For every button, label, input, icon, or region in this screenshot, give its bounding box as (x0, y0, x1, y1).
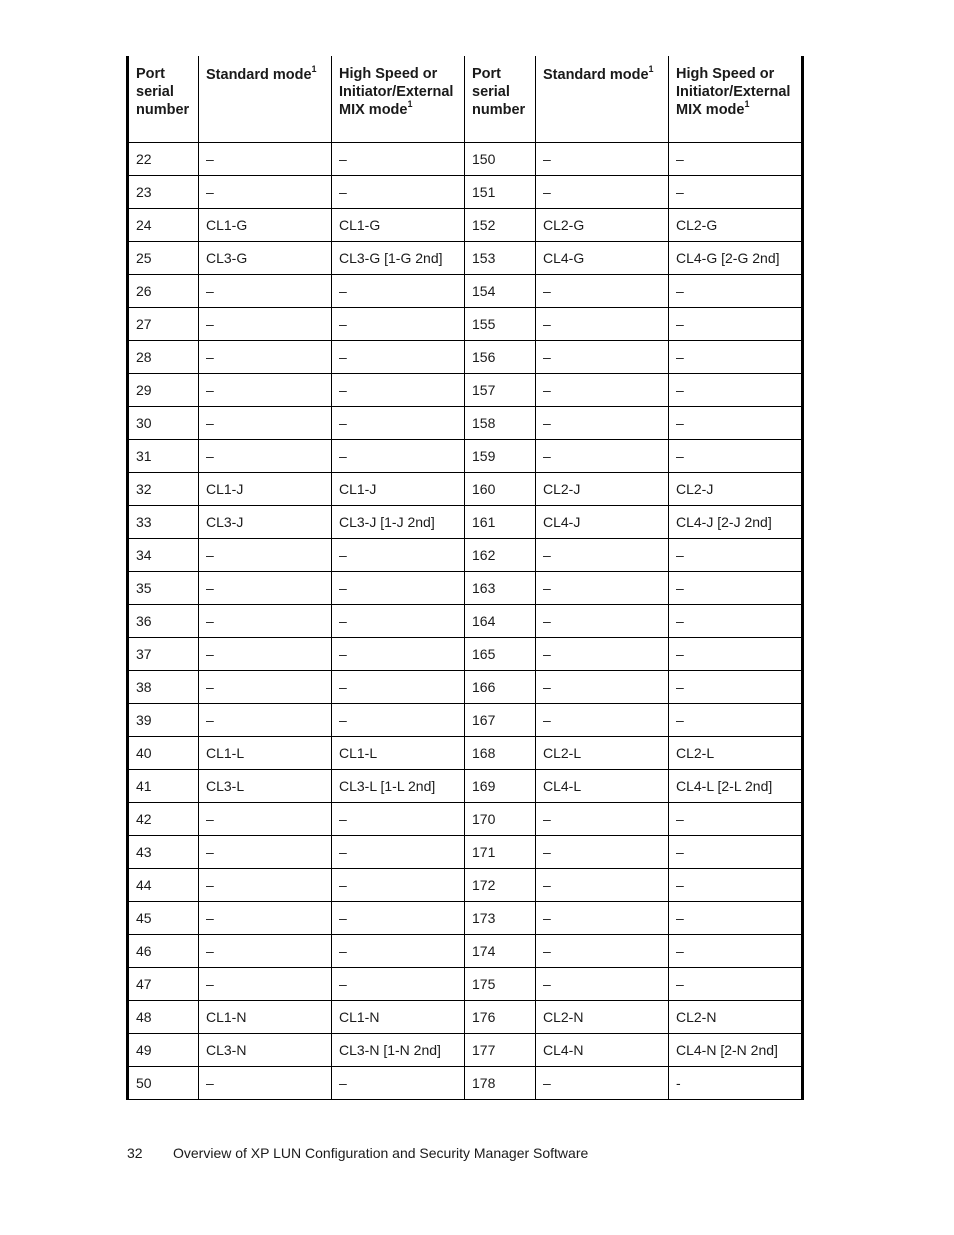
table-cell: – (536, 275, 669, 308)
table-cell: CL1-G (199, 209, 332, 242)
table-cell: 175 (465, 968, 536, 1001)
table-row (128, 341, 803, 374)
table-cell: – (669, 902, 803, 935)
table-cell: 171 (465, 836, 536, 869)
table-cell: – (536, 803, 669, 836)
table-cell: CL1-L (332, 737, 465, 770)
table-cell: 41 (128, 770, 199, 803)
table-cell: 168 (465, 737, 536, 770)
table-row (128, 308, 803, 341)
table-cell: 37 (128, 638, 199, 671)
table-row (128, 473, 803, 506)
table-cell: – (536, 902, 669, 935)
table-row (128, 572, 803, 605)
table-cell: – (332, 968, 465, 1001)
table-cell: CL2-N (536, 1001, 669, 1034)
table-cell: - (669, 1067, 803, 1100)
table-cell: CL4-L [2-L 2nd] (669, 770, 803, 803)
table-cell: CL1-L (199, 737, 332, 770)
table-cell: CL1-G (332, 209, 465, 242)
table-cell: 169 (465, 770, 536, 803)
table-cell: – (199, 176, 332, 209)
header-text: Port serial number (472, 66, 526, 118)
table-cell: – (669, 143, 803, 176)
header-cell-port-serial (128, 56, 199, 143)
table-cell: CL3-N (199, 1034, 332, 1067)
table-cell: 38 (128, 671, 199, 704)
page-footer (127, 1145, 588, 1161)
table-cell: – (669, 869, 803, 902)
header-text: High Speed or Initiator/External MIX mode (339, 66, 454, 118)
table-cell: – (332, 935, 465, 968)
table-cell: – (199, 1067, 332, 1100)
table-row (128, 638, 803, 671)
table-cell: – (669, 407, 803, 440)
table-cell: – (669, 671, 803, 704)
table-row (128, 704, 803, 737)
table-cell: – (332, 374, 465, 407)
table-cell: 34 (128, 539, 199, 572)
table-cell: – (669, 605, 803, 638)
table-cell: CL4-G (536, 242, 669, 275)
table-cell: – (669, 704, 803, 737)
table-cell: 158 (465, 407, 536, 440)
footnote-marker: 1 (744, 99, 750, 110)
table-cell: – (332, 638, 465, 671)
table-cell: 23 (128, 176, 199, 209)
table-cell: – (536, 935, 669, 968)
table-cell: – (536, 407, 669, 440)
table-cell: 152 (465, 209, 536, 242)
table-cell: – (199, 440, 332, 473)
table-cell: – (199, 803, 332, 836)
table-cell: – (669, 935, 803, 968)
table-cell: 157 (465, 374, 536, 407)
table-cell: – (536, 143, 669, 176)
table-cell: CL2-J (669, 473, 803, 506)
table-cell: 173 (465, 902, 536, 935)
table-cell: CL2-L (536, 737, 669, 770)
table-cell: 164 (465, 605, 536, 638)
table-cell: 162 (465, 539, 536, 572)
table-cell: 177 (465, 1034, 536, 1067)
table-cell: – (332, 1067, 465, 1100)
table-cell: CL3-G [1-G 2nd] (332, 242, 465, 275)
table-cell: – (199, 275, 332, 308)
table-cell: CL1-J (199, 473, 332, 506)
table-cell: 42 (128, 803, 199, 836)
table-cell: – (199, 407, 332, 440)
footnote-marker: 1 (407, 99, 413, 110)
table-cell: 24 (128, 209, 199, 242)
table-header (128, 56, 803, 143)
table-cell: CL4-L (536, 770, 669, 803)
header-row (128, 56, 803, 143)
table-cell: 159 (465, 440, 536, 473)
table-cell: 153 (465, 242, 536, 275)
footnote-marker: 1 (311, 64, 317, 75)
table-cell: CL3-L [1-L 2nd] (332, 770, 465, 803)
table-cell: – (332, 176, 465, 209)
table-cell: – (536, 968, 669, 1001)
table-cell: – (536, 869, 669, 902)
table-cell: – (199, 341, 332, 374)
table-cell: – (332, 803, 465, 836)
table-row (128, 374, 803, 407)
table-cell: – (536, 1067, 669, 1100)
table-row (128, 902, 803, 935)
table-cell: – (332, 704, 465, 737)
table-cell: – (199, 374, 332, 407)
table-cell: – (669, 374, 803, 407)
table-cell: – (536, 341, 669, 374)
table-cell: CL2-L (669, 737, 803, 770)
table-cell: 48 (128, 1001, 199, 1034)
table-cell: 29 (128, 374, 199, 407)
table-cell: – (669, 176, 803, 209)
table-cell: 176 (465, 1001, 536, 1034)
table-cell: 174 (465, 935, 536, 968)
table-cell: – (669, 803, 803, 836)
table-cell: 36 (128, 605, 199, 638)
table-cell: – (199, 572, 332, 605)
table-cell: – (199, 869, 332, 902)
table-cell: 163 (465, 572, 536, 605)
table-cell: CL4-J (536, 506, 669, 539)
table-cell: 47 (128, 968, 199, 1001)
table-cell: – (199, 968, 332, 1001)
table-cell: 43 (128, 836, 199, 869)
table-cell: 178 (465, 1067, 536, 1100)
table-cell: 161 (465, 506, 536, 539)
table-cell: – (669, 968, 803, 1001)
table-cell: 22 (128, 143, 199, 176)
table-cell: CL1-J (332, 473, 465, 506)
table-cell: 154 (465, 275, 536, 308)
table-cell: – (199, 308, 332, 341)
table-row (128, 671, 803, 704)
table-cell: – (199, 704, 332, 737)
table-cell: – (332, 671, 465, 704)
table-cell: CL3-J (199, 506, 332, 539)
table-cell: – (332, 902, 465, 935)
table-cell: 33 (128, 506, 199, 539)
table-cell: 166 (465, 671, 536, 704)
table-row (128, 1001, 803, 1034)
table-cell: – (332, 869, 465, 902)
table-row (128, 869, 803, 902)
table-cell: – (536, 176, 669, 209)
table-row (128, 440, 803, 473)
table-cell: CL4-N (536, 1034, 669, 1067)
table-cell: – (199, 671, 332, 704)
table-cell: CL3-N [1-N 2nd] (332, 1034, 465, 1067)
table-cell: CL4-J [2-J 2nd] (669, 506, 803, 539)
table-cell: 165 (465, 638, 536, 671)
table-cell: 167 (465, 704, 536, 737)
table-cell: 35 (128, 572, 199, 605)
footer-title: Overview of XP LUN Configuration and Security Manager Software (173, 1145, 589, 1161)
table-cell: – (199, 638, 332, 671)
table-row (128, 935, 803, 968)
table-cell: 30 (128, 407, 199, 440)
table-cell: – (199, 605, 332, 638)
header-cell-high-speed-mode (669, 56, 803, 143)
table-cell: CL4-N [2-N 2nd] (669, 1034, 803, 1067)
table-cell: – (536, 539, 669, 572)
table-cell: – (332, 143, 465, 176)
table-cell: 25 (128, 242, 199, 275)
table-cell: CL4-G [2-G 2nd] (669, 242, 803, 275)
header-cell-standard-mode (199, 56, 332, 143)
port-mapping-table (126, 56, 804, 1100)
table-row (128, 1067, 803, 1100)
table-cell: 40 (128, 737, 199, 770)
table-cell: – (669, 308, 803, 341)
table-cell: – (332, 407, 465, 440)
table-cell: 44 (128, 869, 199, 902)
table-cell: CL1-N (199, 1001, 332, 1034)
table-cell: – (669, 572, 803, 605)
table-cell: 160 (465, 473, 536, 506)
table-cell: – (669, 638, 803, 671)
table-cell: 39 (128, 704, 199, 737)
table-cell: 28 (128, 341, 199, 374)
table-cell: 172 (465, 869, 536, 902)
table-cell: – (536, 836, 669, 869)
table-cell: 170 (465, 803, 536, 836)
table-cell: CL2-G (536, 209, 669, 242)
table-cell: – (332, 275, 465, 308)
table-row (128, 605, 803, 638)
table-cell: – (332, 440, 465, 473)
header-cell-standard-mode (536, 56, 669, 143)
table-cell: 50 (128, 1067, 199, 1100)
table-cell: 26 (128, 275, 199, 308)
header-text: High Speed or Initiator/External MIX mode (676, 66, 791, 118)
table-cell: – (536, 605, 669, 638)
table-cell: 151 (465, 176, 536, 209)
table-cell: 150 (465, 143, 536, 176)
table-cell: – (332, 539, 465, 572)
table-cell: 156 (465, 341, 536, 374)
table-cell: – (669, 440, 803, 473)
table-row (128, 506, 803, 539)
table-row (128, 803, 803, 836)
table-cell: – (536, 704, 669, 737)
table-cell: – (199, 143, 332, 176)
header-text: Standard mode (206, 67, 312, 83)
table-row (128, 836, 803, 869)
table-cell: – (669, 539, 803, 572)
table-row (128, 143, 803, 176)
table-cell: 32 (128, 473, 199, 506)
table-cell: 49 (128, 1034, 199, 1067)
table-row (128, 737, 803, 770)
table-cell: – (332, 341, 465, 374)
table-cell: – (332, 572, 465, 605)
table-row (128, 407, 803, 440)
table-cell: – (199, 539, 332, 572)
table-cell: CL3-L (199, 770, 332, 803)
table-cell: – (669, 836, 803, 869)
table-cell: 27 (128, 308, 199, 341)
table-row (128, 1034, 803, 1067)
table-cell: CL2-J (536, 473, 669, 506)
table-cell: – (536, 308, 669, 341)
table-cell: – (332, 308, 465, 341)
table-row (128, 770, 803, 803)
table-cell: 45 (128, 902, 199, 935)
table-cell: – (536, 671, 669, 704)
header-cell-port-serial (465, 56, 536, 143)
table-cell: – (669, 275, 803, 308)
table-cell: – (199, 935, 332, 968)
table-cell: CL1-N (332, 1001, 465, 1034)
table-body (128, 143, 803, 1100)
table-cell: – (332, 605, 465, 638)
table-cell: – (669, 341, 803, 374)
table-cell: 31 (128, 440, 199, 473)
table-cell: CL3-G (199, 242, 332, 275)
table-row (128, 242, 803, 275)
footnote-marker: 1 (648, 64, 654, 75)
table-cell: – (199, 902, 332, 935)
table-row (128, 209, 803, 242)
table-row (128, 275, 803, 308)
table-row (128, 539, 803, 572)
table-cell: – (199, 836, 332, 869)
table-cell: CL3-J [1-J 2nd] (332, 506, 465, 539)
table-cell: – (536, 638, 669, 671)
table-cell: – (536, 572, 669, 605)
table-cell: – (536, 374, 669, 407)
header-cell-high-speed-mode (332, 56, 465, 143)
table-row (128, 176, 803, 209)
table-cell: CL2-N (669, 1001, 803, 1034)
table-cell: – (536, 440, 669, 473)
table-row (128, 968, 803, 1001)
header-text: Standard mode (543, 67, 649, 83)
page-number: 32 (127, 1145, 143, 1161)
header-text: Port serial number (136, 66, 190, 118)
table-cell: 46 (128, 935, 199, 968)
table-cell: CL2-G (669, 209, 803, 242)
table-cell: – (332, 836, 465, 869)
table-cell: 155 (465, 308, 536, 341)
